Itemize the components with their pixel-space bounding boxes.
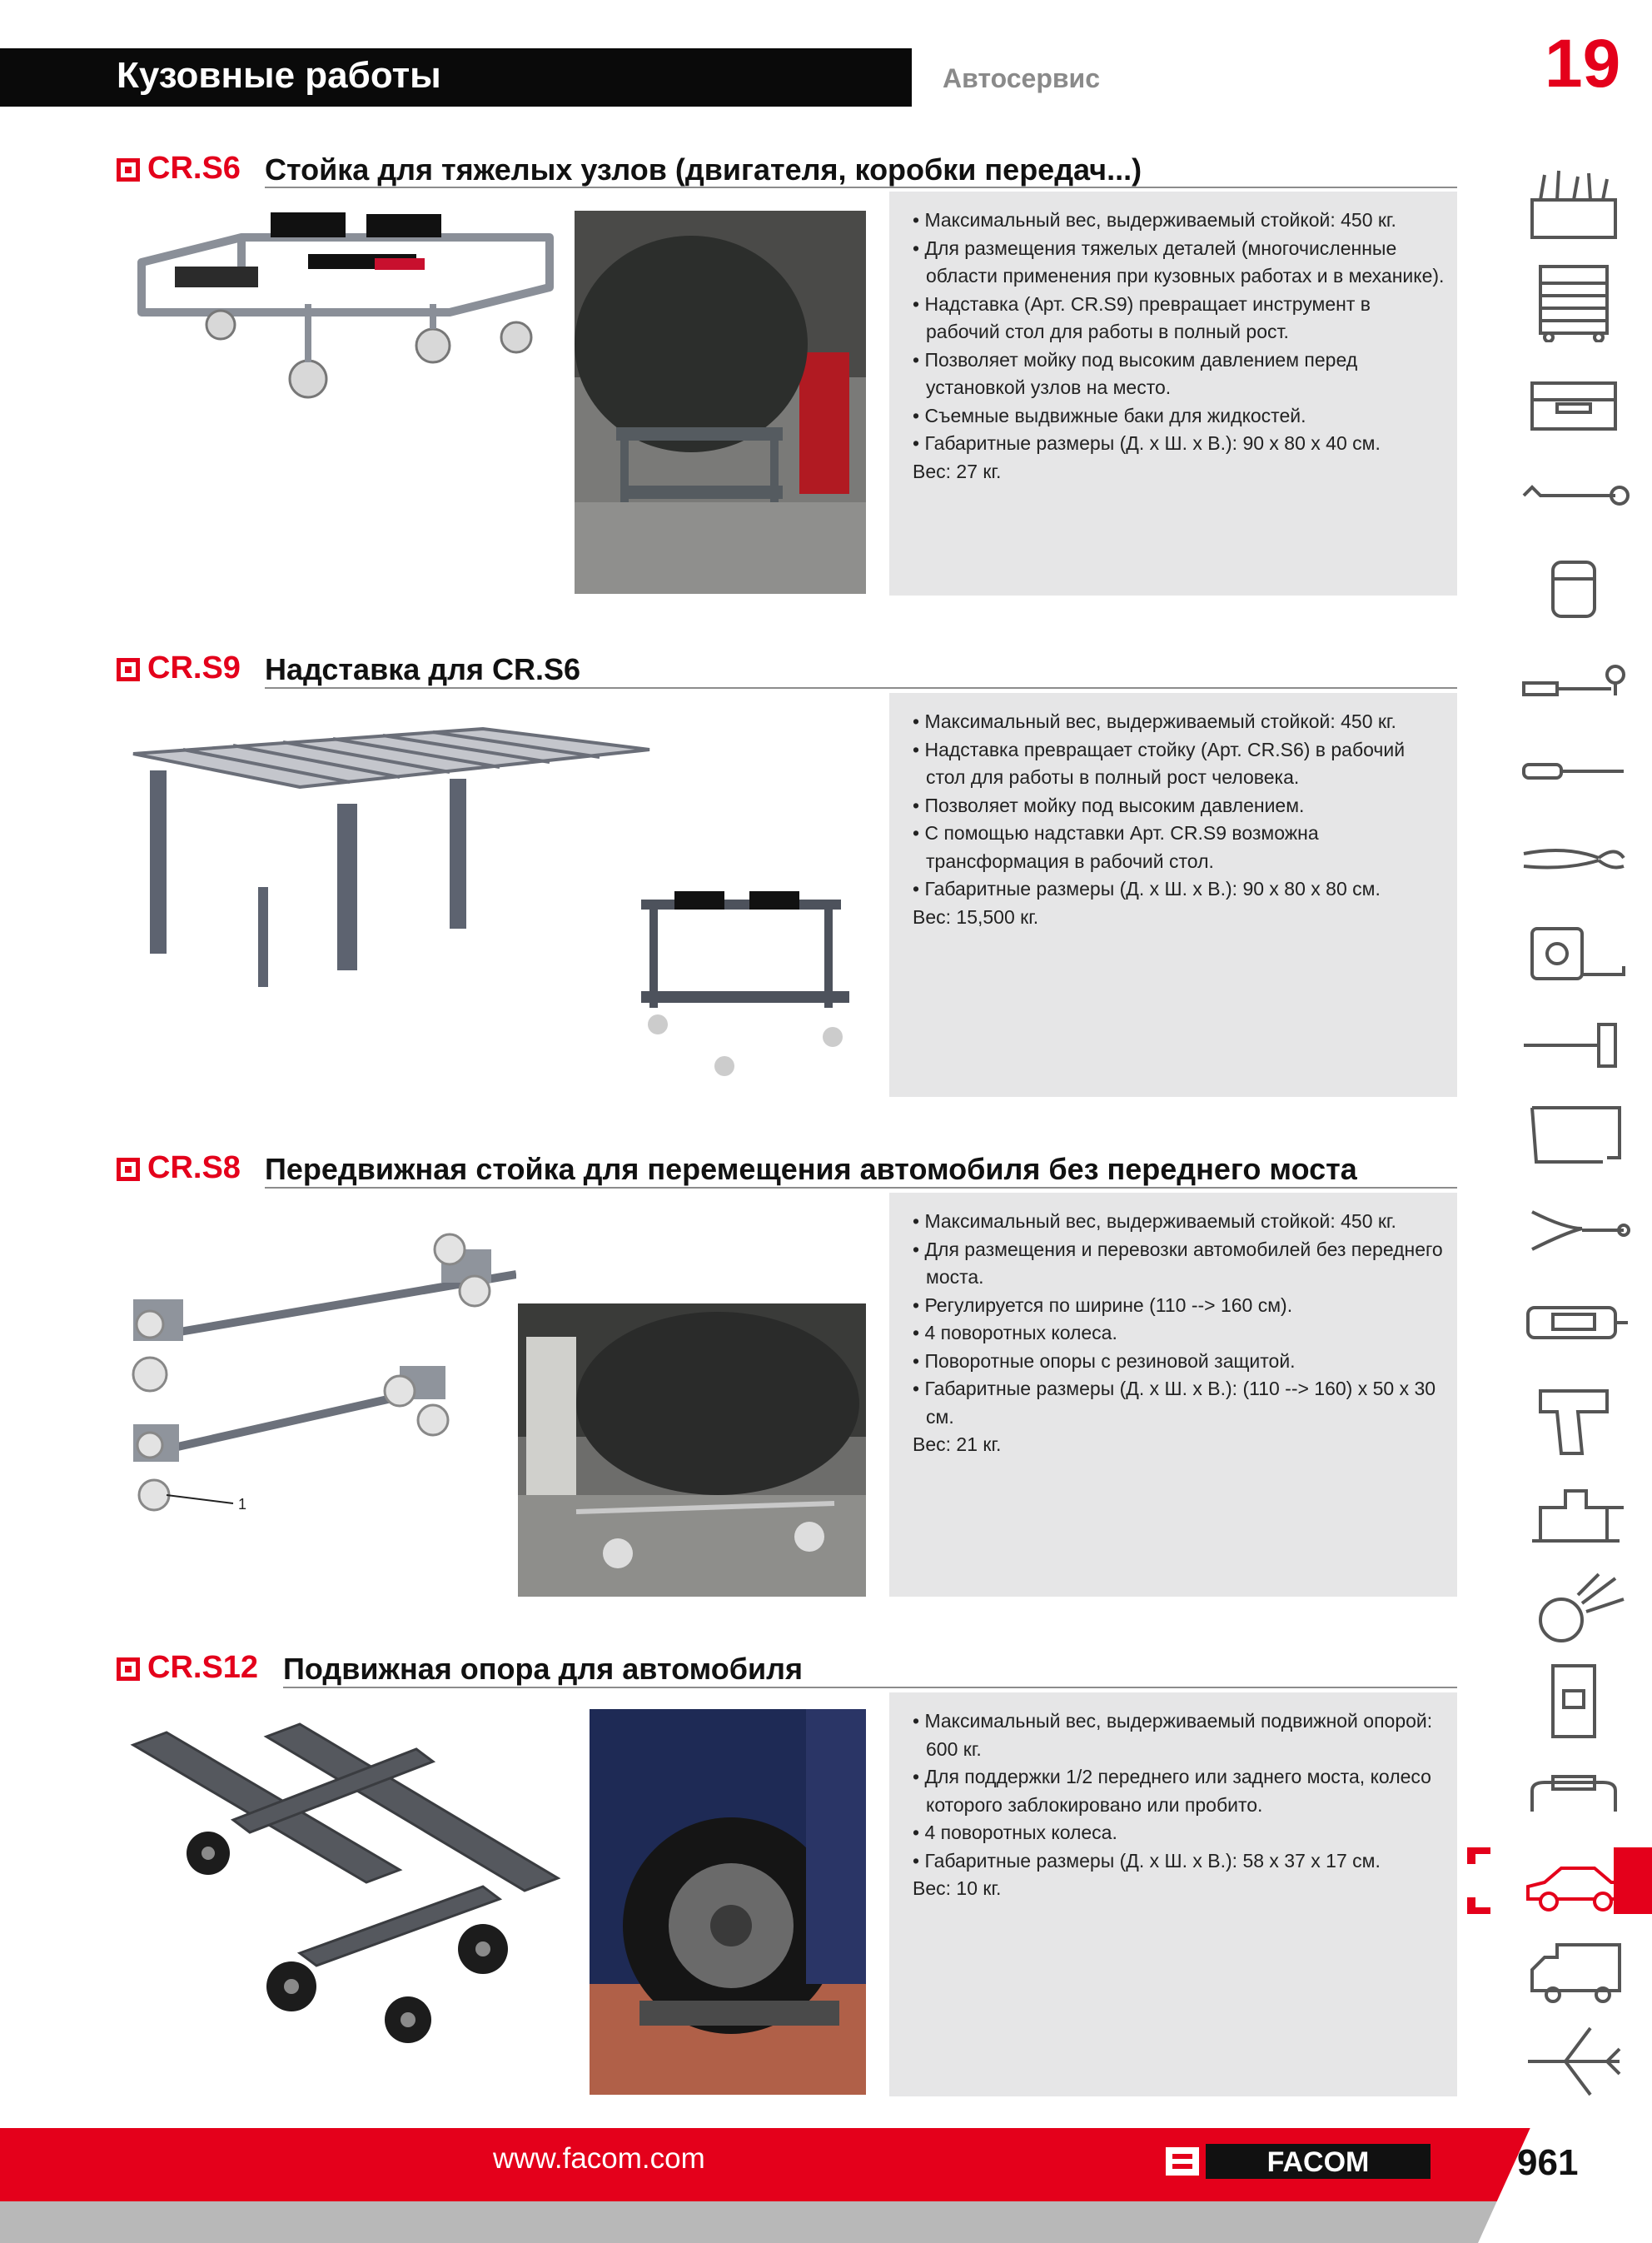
- section-marker-icon: [117, 158, 140, 182]
- product-photo-crs8: [518, 1303, 866, 1597]
- product-photo-crs12: [590, 1709, 866, 2095]
- section-rule: [283, 1687, 1457, 1688]
- spec-item: • 4 поворотных колеса.: [913, 1819, 1446, 1847]
- handle-icon[interactable]: [1515, 1753, 1632, 1833]
- product-image-crs9: [117, 704, 891, 1104]
- spec-item: • 4 поворотных колеса.: [913, 1319, 1446, 1348]
- product-image-crs12: [125, 1712, 575, 2070]
- spec-item: • Регулируется по ширине (110 --> 160 см).: [913, 1292, 1446, 1320]
- spec-item: • Габаритные размеры (Д. x Ш. x В.): 58 x 37 x 17 см.: [913, 1847, 1446, 1876]
- spec-item: • С помощью надставки Арт. CR.S9 возможна трансформация в рабочий стол.: [913, 820, 1446, 875]
- section-title: Стойка для тяжелых узлов (двигателя, коробки передач...): [265, 152, 1142, 187]
- section-rule: [265, 687, 1457, 689]
- spec-item: • Для поддержки 1/2 переднего или заднего моста, колесо которого заблокировано или пробито.: [913, 1763, 1446, 1819]
- impact-wrench-icon[interactable]: [1515, 1378, 1632, 1458]
- spec-item: • Максимальный вес, выдерживаемый стойкой: 450 кг.: [913, 1208, 1446, 1236]
- page-number: 961: [1517, 2142, 1579, 2183]
- spec-item: • Габаритные размеры (Д. x Ш. x В.): (110 --> 160) x 50 x 30 см.: [913, 1375, 1446, 1431]
- spec-panel-crs6: [889, 192, 1457, 596]
- spec-item: • Для размещения и перевозки автомобилей без переднего моста.: [913, 1236, 1446, 1292]
- spec-item: • Поворотные опоры с резиновой защитой.: [913, 1348, 1446, 1376]
- product-image-crs8: [117, 1199, 516, 1516]
- spec-panel-crs8: [889, 1193, 1457, 1597]
- product-code: CR.S8: [147, 1150, 241, 1185]
- screwdriver-icon[interactable]: [1515, 733, 1632, 813]
- spec-item: • Надставка превращает стойку (Арт. CR.S6) в рабочий стол для работы в полный рост человека.: [913, 736, 1446, 792]
- spec-item: • Позволяет мойку под высоким давлением.: [913, 792, 1446, 820]
- chapter-number: 19: [1545, 26, 1621, 102]
- section-title: Надставка для CR.S6: [265, 652, 581, 686]
- socket-icon[interactable]: [1515, 550, 1632, 630]
- tool-cabinet-icon[interactable]: [1515, 262, 1632, 342]
- spec-item: • Съемные выдвижные баки для жидкостей.: [913, 402, 1446, 431]
- spec-panel-crs9: [889, 693, 1457, 1097]
- puller-icon[interactable]: [1515, 1191, 1632, 1271]
- section-title: Передвижная стойка для перемещения автомобиля без переднего моста: [265, 1152, 1357, 1186]
- spec-item: • Максимальный вес, выдерживаемый стойкой: 450 кг.: [913, 207, 1446, 235]
- tape-measure-icon[interactable]: [1515, 912, 1632, 992]
- section-marker-icon: [117, 1158, 140, 1181]
- truck-icon[interactable]: [1515, 1932, 1632, 2012]
- hammer-icon[interactable]: [1515, 1004, 1632, 1084]
- spec-item: • Габаритные размеры (Д. x Ш. x В.): 90 x 80 x 40 см.: [913, 430, 1446, 458]
- section-rule: [265, 187, 1457, 188]
- section-marker-icon: [117, 658, 140, 681]
- footer-strip: [0, 2201, 1652, 2243]
- hacksaw-icon[interactable]: [1515, 1095, 1632, 1175]
- page-title: Кузовные работы: [117, 55, 441, 96]
- spec-item: • Позволяет мойку под высоким давлением перед установкой узлов на место.: [913, 346, 1446, 402]
- callout-number: 1: [238, 1496, 247, 1513]
- spec-item: • Надставка (Арт. CR.S9) превращает инструмент в рабочий стол для работы в полный рост.: [913, 291, 1446, 346]
- product-code: CR.S9: [147, 650, 241, 685]
- product-photo-crs6: [575, 211, 866, 594]
- spec-item: • Максимальный вес, выдерживаемый подвижной опорой: 600 кг.: [913, 1707, 1446, 1763]
- spec-item: • Для размещения тяжелых деталей (многочисленные области применения при кузовных работах и в механике).: [913, 235, 1446, 291]
- section-title: Подвижная опора для автомобиля: [283, 1652, 804, 1686]
- product-code: CR.S6: [147, 151, 241, 186]
- spec-weight: Вес: 15,500 кг.: [913, 905, 1039, 928]
- spec-weight: Вес: 27 кг.: [913, 460, 1002, 482]
- spec-weight: Вес: 21 кг.: [913, 1433, 1002, 1455]
- tester-icon[interactable]: [1515, 1283, 1632, 1363]
- spec-item: • Максимальный вес, выдерживаемый стойкой: 450 кг.: [913, 708, 1446, 736]
- product-image-crs6: [117, 204, 566, 404]
- section-rule: [265, 1187, 1457, 1189]
- page-subtitle: Автосервис: [943, 63, 1101, 93]
- spec-panel-crs12: [889, 1692, 1457, 2096]
- vise-icon[interactable]: [1515, 1474, 1632, 1554]
- section-marker-icon: [117, 1657, 140, 1681]
- tool-tray-icon[interactable]: [1515, 366, 1632, 446]
- facom-logo: [1166, 2141, 1441, 2182]
- airplane-icon[interactable]: [1515, 2020, 1632, 2100]
- spec-item: • Габаритные размеры (Д. x Ш. x В.): 90 x 80 x 80 см.: [913, 875, 1446, 904]
- ratchet-icon[interactable]: [1515, 650, 1632, 730]
- grinding-disc-icon[interactable]: [1515, 1570, 1632, 1650]
- spec-weight: Вес: 10 кг.: [913, 1877, 1002, 1899]
- tool-box-icon[interactable]: [1515, 167, 1632, 247]
- circuit-breaker-icon[interactable]: [1515, 1662, 1632, 1742]
- facom-logo-text: FACOM: [1266, 2146, 1370, 2178]
- car-icon[interactable]: [1515, 1845, 1632, 1925]
- product-code: CR.S12: [147, 1650, 259, 1685]
- wrench-icon[interactable]: [1515, 458, 1632, 538]
- pliers-icon[interactable]: [1515, 820, 1632, 900]
- footer-url[interactable]: www.facom.com: [493, 2142, 705, 2175]
